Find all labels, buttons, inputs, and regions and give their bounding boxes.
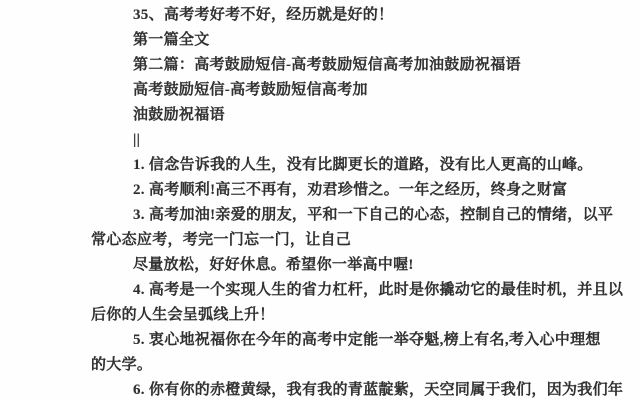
text-line: 3. 高考加油!亲爱的朋友，平和一下自己的心态，控制自己的情绪，以平 [133,207,614,223]
text-line: 6. 你有你的赤橙黄绿，我有我的青蓝靛紫，天空同属于我们，因为我们年 [133,382,624,398]
text-line: 第一篇全文 [133,32,210,48]
text-line: 2. 高考顺利!高三不再有，劝君珍惜之。一年之经历，终身之财富 [133,182,568,198]
text-line: 5. 衷心地祝福你在今年的高考中定能一举夺魁,榜上有名,考入心中理想 [133,332,601,348]
text-line: 高考鼓励短信-高考鼓励短信高考加 [133,82,368,98]
text-line: 尽量放松，好好休息。希望你一举高中喔! [133,257,414,273]
text-line: 35、高考考好考不好，经历就是好的！ [133,7,394,23]
text-line: 第二篇：高考鼓励短信-高考鼓励短信高考加油鼓励祝福语 [133,57,521,73]
separator-marks: || [133,132,141,148]
text-line: 4. 高考是一个实现人生的省力杠杆，此时是你撬动它的最佳时机，并且以 [133,282,624,298]
text-line: 常心态应考，考完一门忘一门，让自己 [91,232,352,248]
text-line: 后你的人生会呈弧线上升！ [91,307,275,323]
text-line: 1. 信念告诉我的人生，没有比脚更长的道路，没有比人更高的山峰。 [133,157,593,173]
text-line: 油鼓励祝福语 [133,107,225,123]
text-line: 的大学。 [91,357,153,373]
